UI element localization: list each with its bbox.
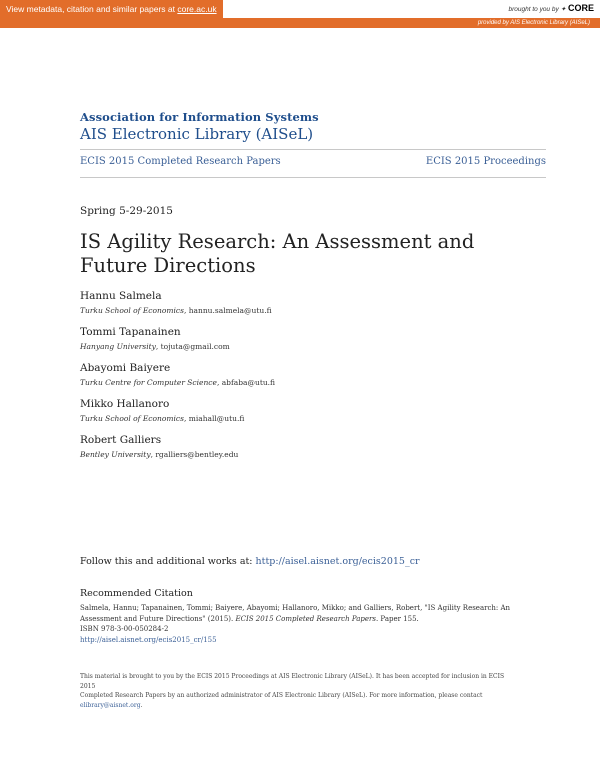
author-affiliation <box>80 341 540 352</box>
repository-notice <box>80 672 510 710</box>
core-logo[interactable]: CORE <box>567 3 594 13</box>
author-affiliation <box>80 449 540 460</box>
author-email[interactable]: , tojuta@gmail.com <box>155 342 230 351</box>
author-email[interactable]: , hannu.salmela@utu.fi <box>183 306 272 315</box>
citation-part: Assessment and Future Directions" (2015). <box>80 614 236 623</box>
core-banner <box>0 0 600 28</box>
author-institution: Bentley University <box>80 450 151 459</box>
author-affiliation <box>80 305 540 316</box>
citation-part: . Paper 155. <box>375 614 419 623</box>
notice-end: . <box>140 701 143 709</box>
author-affiliation <box>80 413 540 424</box>
publication-date: Spring 5-29-2015 <box>80 205 173 217</box>
author-name: Hannu Salmela <box>80 290 162 302</box>
paper-title: IS Agility Research: An Assessment and Future Directions <box>80 230 475 277</box>
core-provided-text: provided by AIS Electronic Library (AISeL) <box>477 20 590 26</box>
author-institution: Turku School of Economics <box>80 306 184 315</box>
author-institution: Hanyang University <box>80 342 156 351</box>
notice-line: This material is brought to you by the ECIS 2015 Proceedings at AIS Electronic Library (AISeL). It has been accepted for inclusion in ECIS 2015 <box>80 673 505 690</box>
author-institution: Turku School of Economics <box>80 414 184 423</box>
author-entry <box>80 290 540 316</box>
repository-header <box>80 110 319 143</box>
notice-line: Completed Research Papers by an authorized administrator of AIS Electronic Library (AISeL). For more information, please contact <box>80 692 483 699</box>
author-entry <box>80 326 540 352</box>
core-link[interactable]: core.ac.uk <box>177 4 217 14</box>
core-provided-strip <box>0 18 600 28</box>
follow-line <box>80 556 420 567</box>
author-email[interactable]: , rgalliers@bentley.edu <box>150 450 239 459</box>
author-list <box>80 290 540 470</box>
library-name[interactable]: AIS Electronic Library (AISeL) <box>80 125 314 143</box>
nav-rule-bottom <box>80 177 546 178</box>
association-name[interactable]: Association for Information Systems <box>80 110 319 124</box>
author-name: Mikko Hallanoro <box>80 398 170 410</box>
follow-text: Follow this and additional works at: <box>80 556 256 567</box>
citation-line: Salmela, Hannu; Tapanainen, Tommi; Baiyere, Abayomi; Hallanoro, Mikko; and Galliers, Robert, "IS Agility Research: An <box>80 604 511 612</box>
recommended-citation <box>80 588 520 645</box>
core-view-text: View metadata, citation and similar papers at <box>6 4 178 14</box>
author-entry <box>80 398 540 424</box>
nav-rule-top <box>80 149 546 150</box>
follow-link[interactable]: http://aisel.aisnet.org/ecis2015_cr <box>255 556 420 567</box>
notice-email-link[interactable]: elibrary@aisnet.org <box>80 701 141 709</box>
author-name: Abayomi Baiyere <box>80 362 171 374</box>
citation-line <box>80 614 520 625</box>
citation-link[interactable]: http://aisel.aisnet.org/ecis2015_cr/155 <box>80 635 217 644</box>
author-email[interactable]: , abfaba@utu.fi <box>216 378 276 387</box>
author-entry <box>80 434 540 460</box>
proceedings-link[interactable]: ECIS 2015 Proceedings <box>425 156 546 167</box>
citation-series: ECIS 2015 Completed Research Papers <box>235 614 376 623</box>
core-view-metadata[interactable] <box>0 0 223 18</box>
citation-isbn: ISBN 978-3-00-050284-2 <box>80 625 169 633</box>
notice-line <box>80 701 510 711</box>
author-entry <box>80 362 540 388</box>
author-institution: Turku Centre for Computer Science <box>80 378 217 387</box>
core-brought-by <box>508 3 594 13</box>
core-brought-text: brought to you by <box>508 6 559 13</box>
author-email[interactable]: , miahall@utu.fi <box>183 414 245 423</box>
core-logo-icon: ✦ <box>560 6 566 13</box>
author-name: Tommi Tapanainen <box>80 326 181 338</box>
author-affiliation <box>80 377 540 388</box>
collection-link[interactable]: ECIS 2015 Completed Research Papers <box>80 156 281 167</box>
citation-text <box>80 603 520 645</box>
recommended-citation-heading: Recommended Citation <box>80 588 193 599</box>
author-name: Robert Galliers <box>80 434 162 446</box>
